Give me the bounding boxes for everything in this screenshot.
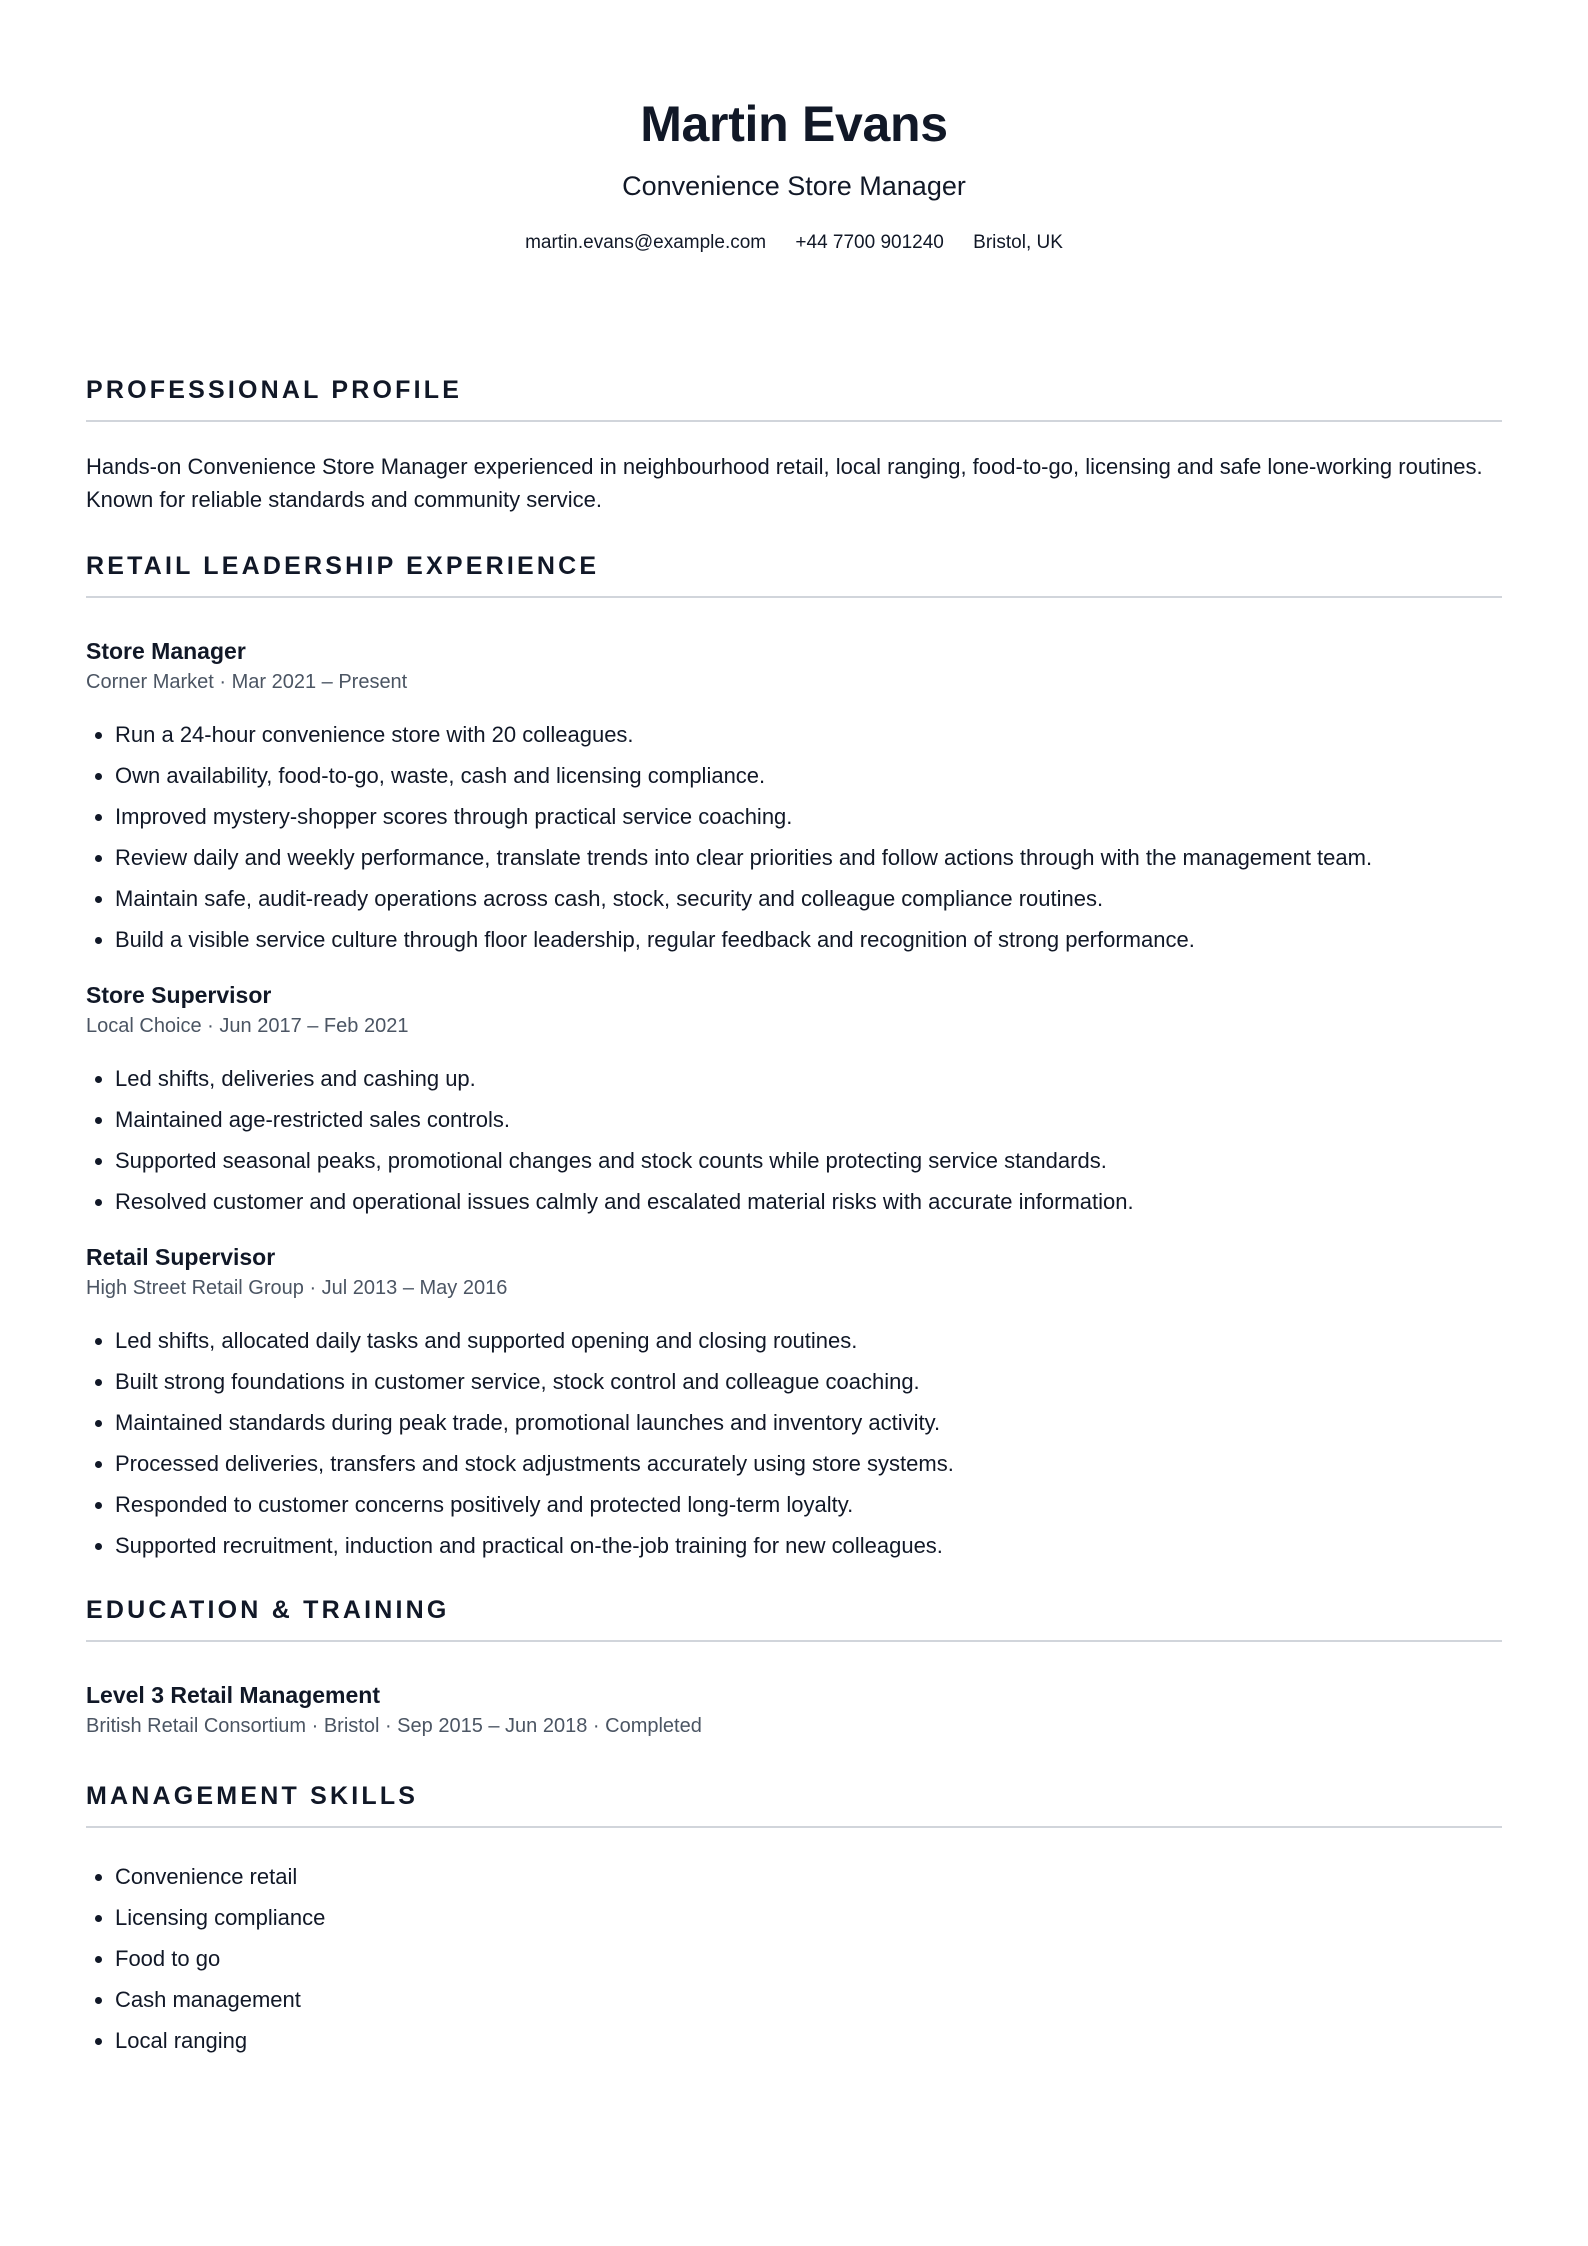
skill-item: • Food to go <box>115 1938 1502 1979</box>
role-bullets <box>86 1320 1502 1566</box>
bullet-item: • Own availability, food-to-go, waste, cash and licensing compliance. <box>115 755 1502 796</box>
skills-section <box>86 1780 1502 2061</box>
role-title: Retail Supervisor <box>86 1244 276 1270</box>
bullet-item: • Supported recruitment, induction and practical on-the-job training for new colleagues. <box>115 1525 1502 1566</box>
bullet-item: • Resolved customer and operational issues calmly and escalated material risks with accurate information. <box>115 1181 1502 1222</box>
role-bullets <box>86 1058 1502 1222</box>
candidate-name: Martin Evans <box>640 96 948 152</box>
section-heading-skills: MANAGEMENT SKILLS <box>86 1780 1502 1828</box>
contact-phone: +44 7700 901240 <box>795 232 944 253</box>
contact-location: Bristol, UK <box>973 232 1063 253</box>
role-meta: Corner Market · Mar 2021 – Present <box>86 671 408 693</box>
bullet-item: • Responded to customer concerns positively and protected long-term loyalty. <box>115 1484 1502 1525</box>
bullet-item: • Review daily and weekly performance, translate trends into clear priorities and follow actions through with the management team. <box>115 837 1502 878</box>
skill-item: • Licensing compliance <box>115 1897 1502 1938</box>
experience-section <box>86 550 1502 1566</box>
skills-list <box>86 1856 1502 2061</box>
resume-header <box>86 0 1502 256</box>
skill-item: • Cash management <box>115 1979 1502 2020</box>
skill-item: • Local ranging <box>115 2020 1502 2061</box>
skill-item: • Convenience retail <box>115 1856 1502 1897</box>
section-heading-experience: RETAIL LEADERSHIP EXPERIENCE <box>86 550 1502 598</box>
role-bullets <box>86 714 1502 960</box>
role-title: Store Manager <box>86 638 246 664</box>
bullet-item: • Maintain safe, audit-ready operations across cash, stock, security and colleague compliance routines. <box>115 878 1502 919</box>
section-heading-profile: PROFESSIONAL PROFILE <box>86 374 1502 422</box>
bullet-item: • Processed deliveries, transfers and stock adjustments accurately using store systems. <box>115 1443 1502 1484</box>
education-title: Level 3 Retail Management <box>86 1682 380 1708</box>
education-section <box>86 1594 1502 1740</box>
section-heading-education: EDUCATION & TRAINING <box>86 1594 1502 1642</box>
education-meta: British Retail Consortium · Bristol · Sep 2015 – Jun 2018 · Completed <box>86 1715 702 1737</box>
experience-entry <box>86 636 1502 960</box>
bullet-item: • Run a 24-hour convenience store with 20 colleagues. <box>115 714 1502 755</box>
contact-line <box>86 230 1502 256</box>
bullet-item: • Improved mystery-shopper scores through practical service coaching. <box>115 796 1502 837</box>
experience-entry <box>86 980 1502 1222</box>
role-meta: Local Choice · Jun 2017 – Feb 2021 <box>86 1015 409 1037</box>
bullet-item: • Led shifts, deliveries and cashing up. <box>115 1058 1502 1099</box>
contact-email: martin.evans@example.com <box>525 232 767 253</box>
bullet-item: • Maintained standards during peak trade, promotional launches and inventory activity. <box>115 1402 1502 1443</box>
bullet-item: • Maintained age-restricted sales controls. <box>115 1099 1502 1140</box>
role-title: Store Supervisor <box>86 982 272 1008</box>
profile-summary: Hands-on Convenience Store Manager experienced in neighbourhood retail, local ranging, food-to-go, licensing and safe lone-working routines. Known for reliable standards and community service. <box>86 454 1483 512</box>
bullet-item: • Supported seasonal peaks, promotional changes and stock counts while protecting service standards. <box>115 1140 1502 1181</box>
role-meta: High Street Retail Group · Jul 2013 – May 2016 <box>86 1277 508 1299</box>
bullet-item: • Built strong foundations in customer service, stock control and colleague coaching. <box>115 1361 1502 1402</box>
candidate-title: Convenience Store Manager <box>622 171 966 201</box>
experience-entry <box>86 1242 1502 1566</box>
profile-section <box>86 374 1502 516</box>
bullet-item: • Build a visible service culture through floor leadership, regular feedback and recognition of strong performance. <box>115 919 1502 960</box>
education-entry <box>86 1680 1502 1740</box>
bullet-item: • Led shifts, allocated daily tasks and supported opening and closing routines. <box>115 1320 1502 1361</box>
